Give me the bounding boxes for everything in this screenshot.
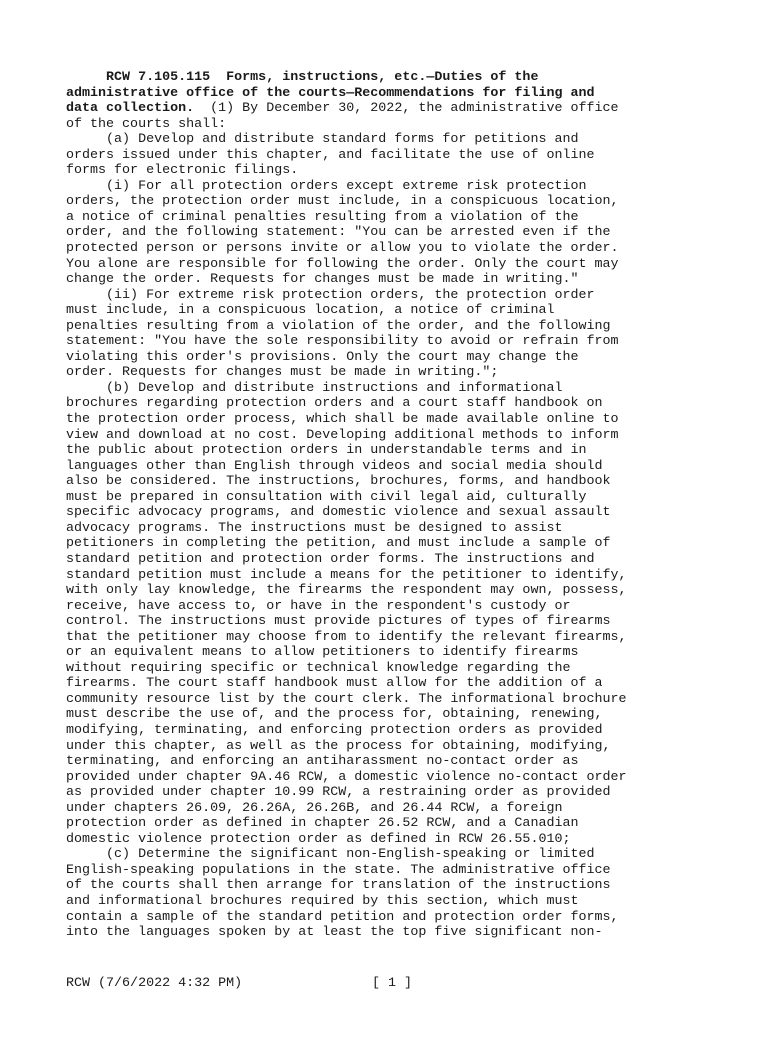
paragraph-line: also be considered. The instructions, brochures, forms, and handbook (66, 474, 611, 490)
paragraph-line: statement: "You have the sole responsibility to avoid or refrain from (66, 334, 619, 350)
paragraph-line: violating this order's provisions. Only the court may change the (66, 349, 579, 365)
paragraph-line: penalties resulting from a violation of the order, and the following (66, 318, 611, 334)
paragraph-line: standard petition must include a means for the petitioner to identify, (66, 567, 627, 583)
paragraph-line: (1) By December 30, 2022, the administrative office (194, 101, 619, 117)
paragraph-line: domestic violence protection order as defined in RCW 26.55.010; (66, 831, 571, 847)
paragraph-line: into the languages spoken by at least the top five significant non- (66, 925, 603, 941)
heading-line: administrative office of the courts—Recommendations for filing and (66, 85, 595, 101)
paragraph-line: forms for electronic filings. (66, 163, 299, 179)
paragraph-line: protected person or persons invite or allow you to violate the order. (66, 241, 619, 257)
paragraph-line: firearms. The court staff handbook must allow for the addition of a (66, 676, 603, 692)
paragraph-line: (i) For all protection orders except extreme risk protection (66, 178, 587, 194)
paragraph-line: as provided under chapter 10.99 RCW, a restraining order as provided (66, 785, 611, 801)
paragraph-line: order. Requests for changes must be made in writing."; (66, 365, 499, 381)
paragraph-line: must describe the use of, and the process for, obtaining, renewing, (66, 707, 603, 723)
paragraph-line: the public about protection orders in understandable terms and in (66, 443, 587, 459)
heading-line-mixed (66, 101, 706, 117)
paragraph-line: provided under chapter 9A.46 RCW, a domestic violence no-contact order (66, 769, 627, 785)
paragraph-line: must include, in a conspicuous location, a notice of criminal (66, 303, 555, 319)
paragraph-line: order, and the following statement: "You can be arrested even if the (66, 225, 611, 241)
paragraph-line: that the petitioner may choose from to identify the relevant firearms, (66, 629, 627, 645)
page-number: [ 1 ] (372, 976, 413, 991)
paragraph-line: of the courts shall: (66, 116, 227, 132)
paragraph-line: orders, the protection order must include, in a conspicuous location, (66, 194, 619, 210)
paragraph-line: English-speaking populations in the state. The administrative office (66, 862, 611, 878)
text-lines (66, 117, 706, 941)
paragraph-line: under this chapter, as well as the process for obtaining, modifying, (66, 738, 611, 754)
paragraph-line: under chapters 26.09, 26.26A, 26.26B, and 26.44 RCW, a foreign (66, 800, 563, 816)
paragraph-line: without requiring specific or technical knowledge regarding the (66, 660, 571, 676)
paragraph-line: languages other than English through videos and social media should (66, 458, 603, 474)
paragraph-line: the protection order process, which shall be made available online to (66, 412, 619, 428)
paragraph-line: and informational brochures required by this section, which must (66, 893, 579, 909)
document-body (66, 70, 706, 941)
paragraph-line: community resource list by the court clerk. The informational brochure (66, 691, 627, 707)
paragraph-line: standard petition and protection order forms. The instructions and (66, 551, 595, 567)
heading-line: RCW 7.105.115 Forms, instructions, etc.—Duties of the (66, 70, 539, 85)
paragraph-line: change the order. Requests for changes must be made in writing." (66, 272, 579, 288)
paragraph-line: orders issued under this chapter, and facilitate the use of online (66, 147, 595, 163)
paragraph-line: control. The instructions must provide pictures of types of firearms (66, 614, 611, 630)
paragraph-line: advocacy programs. The instructions must be designed to assist (66, 520, 563, 536)
paragraph-line: (ii) For extreme risk protection orders, the protection order (66, 287, 595, 303)
paragraph-line: specific advocacy programs, and domestic violence and sexual assault (66, 505, 611, 521)
paragraph-line: (b) Develop and distribute instructions and informational (66, 380, 563, 396)
footer-source: RCW (7/6/2022 4:32 PM) (66, 976, 243, 991)
paragraph-line: You alone are responsible for following the order. Only the court may (66, 256, 619, 272)
paragraph-line: (c) Determine the significant non-English-speaking or limited (66, 847, 595, 863)
paragraph-line: terminating, and enforcing an antiharassment no-contact order as (66, 754, 579, 770)
paragraph-line: (a) Develop and distribute standard forms for petitions and (66, 132, 579, 148)
paragraph-line: petitioners in completing the petition, and must include a sample of (66, 536, 611, 552)
paragraph-line: with only lay knowledge, the firearms the respondent may own, possess, (66, 583, 627, 599)
paragraph-line: modifying, terminating, and enforcing protection orders as provided (66, 722, 603, 738)
paragraph-line: receive, have access to, or have in the respondent's custody or (66, 598, 571, 614)
paragraph-line: of the courts shall then arrange for translation of the instructions (66, 878, 611, 894)
paragraph-line: or an equivalent means to allow petitioners to identify firearms (66, 645, 579, 661)
paragraph-line: contain a sample of the standard petition and protection order forms, (66, 909, 619, 925)
heading-line: data collection. (66, 101, 195, 117)
paragraph-line: must be prepared in consultation with civil legal aid, culturally (66, 489, 587, 505)
page-footer (66, 976, 413, 1038)
paragraph-line: a notice of criminal penalties resulting from a violation of the (66, 209, 579, 225)
paragraph-line: view and download at no cost. Developing additional methods to inform (66, 427, 619, 443)
paragraph-line: brochures regarding protection orders and a court staff handbook on (66, 396, 603, 412)
paragraph-line: protection order as defined in chapter 26.52 RCW, and a Canadian (66, 816, 579, 832)
